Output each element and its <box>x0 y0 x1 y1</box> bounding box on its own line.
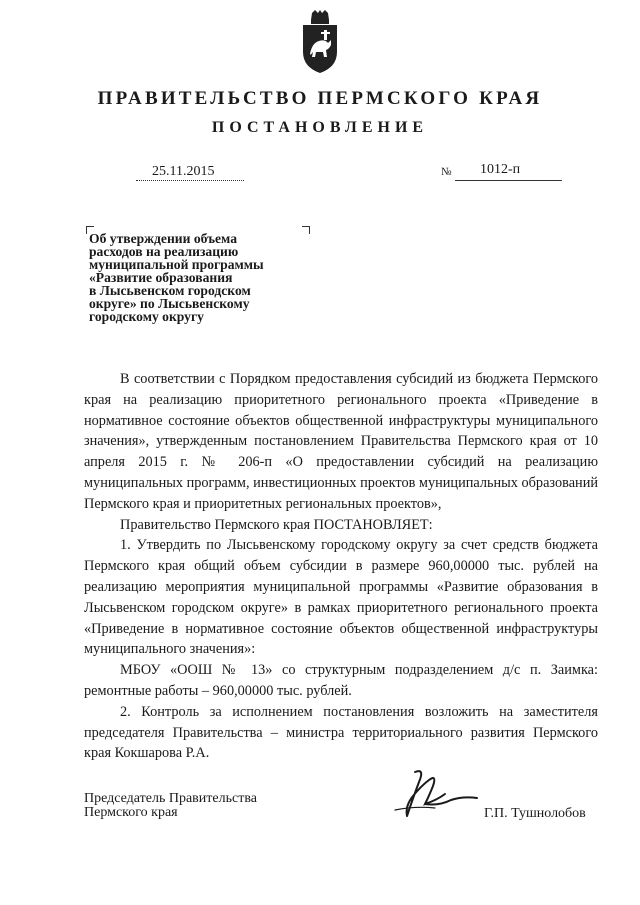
position-line: Пермского края <box>84 805 178 820</box>
title-line: муниципальной программы <box>89 257 264 272</box>
government-name: ПРАВИТЕЛЬСТВО ПЕРМСКОГО КРАЯ <box>97 88 543 109</box>
title-line: «Развитие образования <box>89 270 233 285</box>
signatory-position <box>84 792 257 820</box>
resolution-paragraph: Правительство Пермского края ПОСТАНОВЛЯЕТ: <box>120 516 433 533</box>
preamble-paragraph: В соответствии с Порядком предоставления субсидий из бюджета Пермского края на реализацию приоритетного регионального проекта «Приведение в нормативное состояние объектов общественной инфраструктуры муниципального значения», утвержденным постановлением Правительства Пермского края от 10 апреля 2015 г. № 206-п «О предоставлении субсидий на реализацию муниципальных программ, инвестиционных проектов муниципальных образований Пермского края и приоритетных региональных проектов», <box>84 371 598 512</box>
document-type: ПОСТАНОВЛЕНИЕ <box>211 119 429 136</box>
handwritten-signature <box>385 760 481 830</box>
title-line: Об утверждении объема <box>89 231 238 246</box>
decree-title <box>89 232 319 323</box>
clause-2-paragraph: 2. Контроль за исполнением постановления возложить на заместителя председателя Правительства – министра территориального развития Пермского края Кокшарова Р.А. <box>84 703 598 762</box>
title-line: городскому округу <box>89 309 204 324</box>
title-line: в Лысьвенском городском <box>89 283 251 298</box>
signatory-name: Г.П. Тушнолобов <box>484 806 586 821</box>
title-line: округе» по Лысьвенскому <box>89 296 250 311</box>
date-underline <box>136 180 244 181</box>
decree-date: 25.11.2015 <box>152 164 215 179</box>
coat-of-arms-icon <box>298 10 342 74</box>
decree-number: 1012-п <box>480 162 521 177</box>
position-line: Председатель Правительства <box>84 791 257 806</box>
decree-body <box>84 369 598 764</box>
recipient-paragraph: МБОУ «ООШ № 13» со структурным подразделением д/с п. Заимка: ремонтные работы – 960,00000 тыс. рублей. <box>84 662 598 699</box>
title-line: расходов на реализацию <box>89 244 239 259</box>
number-underline <box>455 180 562 181</box>
number-sign: № <box>441 166 452 178</box>
clause-1-paragraph: 1. Утвердить по Лысьвенскому городскому округу за счет средств бюджета Пермского края общий объем субсидии в размере 960,00000 тыс. рублей на реализацию мероприятия муниципальной программы «Развитие образования в Лысьвенском городском округе» в рамках приоритетного регионального проекта «Приведение в нормативное состояние объектов общественной инфраструктуры муниципального значения»: <box>84 537 598 658</box>
